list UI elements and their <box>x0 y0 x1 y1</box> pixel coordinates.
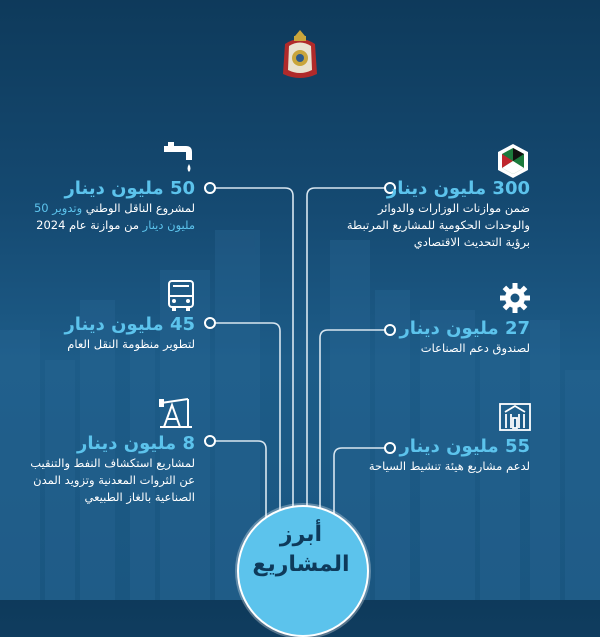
project-description: لدعم مشاريع هيئة تنشيط السياحة <box>368 459 530 473</box>
project-amount: 300 مليون دينار <box>386 178 530 199</box>
gear-icon <box>497 280 533 316</box>
project-description: لمشاريع استكشاف النفط والتنقيب عن الثروات المعدنية وتزويد المدن الصناعية بالغاز الطبيعي <box>30 456 195 504</box>
oil-pump-icon <box>158 393 194 429</box>
project-description: لصندوق دعم الصناعات <box>420 341 530 355</box>
project-item-economic-vision <box>340 178 530 251</box>
project-description: لمشروع الناقل الوطني وتدوير 50 مليون دينار من موازنة عام 2024 <box>33 201 195 232</box>
project-item-national-carrier <box>18 178 195 234</box>
project-item-industry-fund <box>340 318 530 357</box>
bus-icon <box>163 278 199 314</box>
project-amount: 8 مليون دينار <box>76 433 195 454</box>
center-title-line1: أبرز <box>279 522 323 547</box>
project-item-public-transport <box>18 314 195 353</box>
project-amount: 55 مليون دينار <box>399 436 530 457</box>
project-amount: 50 مليون دينار <box>64 178 195 199</box>
center-title <box>237 520 365 580</box>
project-amount: 45 مليون دينار <box>64 314 195 335</box>
project-description: لتطوير منظومة النقل العام <box>67 337 195 351</box>
project-item-tourism <box>340 436 530 475</box>
center-title-line2: المشاريع <box>252 552 350 577</box>
project-item-oil-exploration <box>18 433 195 506</box>
project-amount: 27 مليون دينار <box>399 318 530 339</box>
project-description: ضمن موازنات الوزارات والدوائر والوحدات الحكومية للمشاريع المرتبطة برؤية التحديث الاقتصادي <box>346 201 530 249</box>
water-tap-icon <box>160 140 196 176</box>
jordan-vision-icon <box>495 143 531 179</box>
petra-treasury-icon <box>497 398 533 434</box>
